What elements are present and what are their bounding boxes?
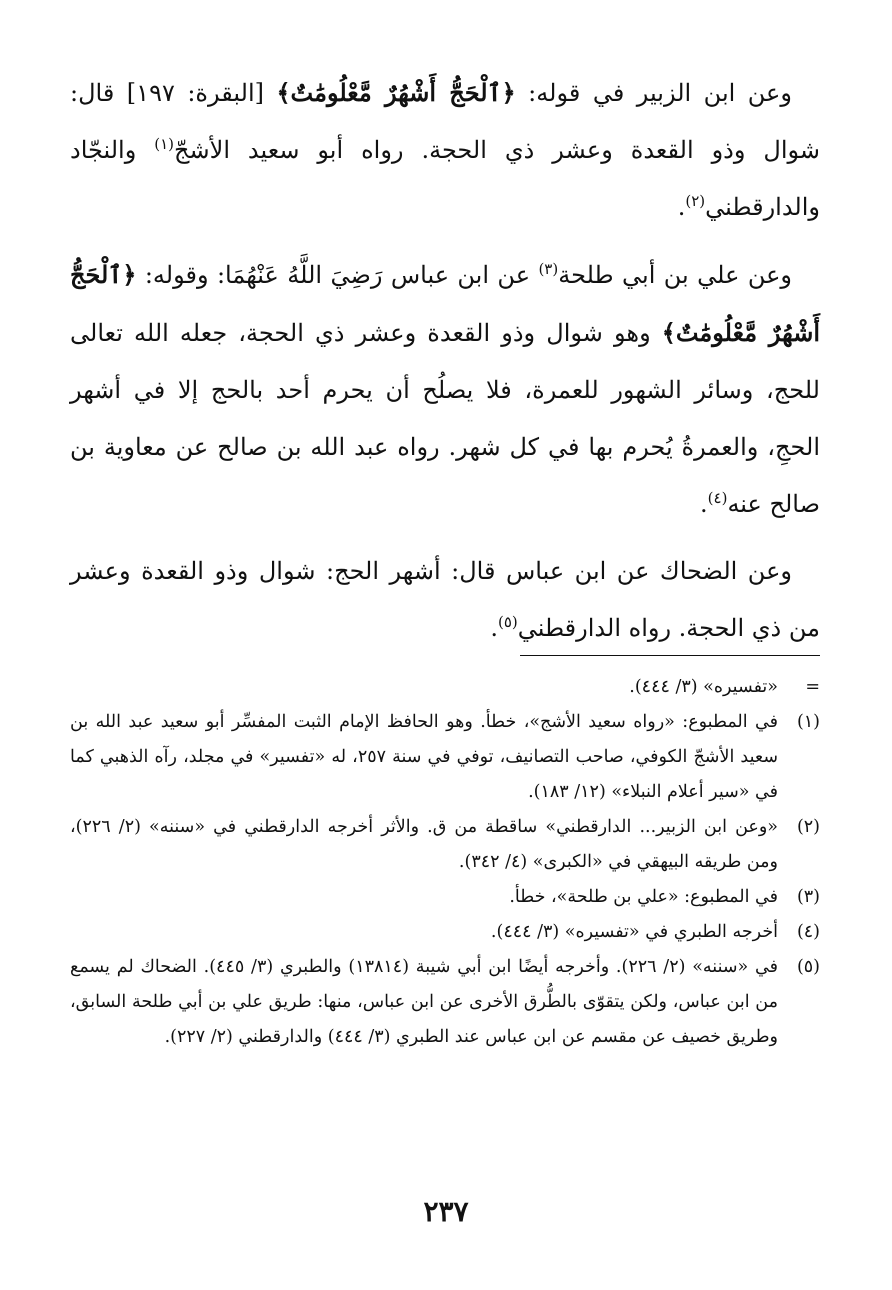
footnote-item — [70, 915, 820, 950]
footnote-number: (٥) — [796, 957, 820, 977]
footnote-item — [70, 950, 820, 1055]
main-text — [70, 64, 820, 657]
paragraph-ali-ibn-abi-talha — [70, 246, 820, 533]
footnote-number: (٢) — [796, 817, 820, 837]
footnote-item — [70, 705, 820, 810]
paragraph-text: والنجّاد والدارقطني — [70, 136, 820, 221]
footnote-ref[interactable]: (٣) — [538, 260, 559, 278]
footnote-divider — [520, 655, 820, 656]
paragraph-text: وعن علي بن أبي طلحة — [558, 261, 792, 289]
footnotes — [70, 670, 820, 1055]
page-number: ٢٣٧ — [423, 1195, 469, 1228]
footnote-item — [70, 810, 820, 880]
footnote-ref[interactable]: (١) — [154, 135, 175, 153]
quran-verse: ﴿ٱلْحَجُّ أَشْهُرٌ مَّعْلُومَٰتٌ﴾ — [276, 78, 516, 107]
paragraph-dahhak — [70, 543, 820, 657]
paragraph-text: وعن ابن الزبير في قوله: — [515, 79, 792, 107]
footnote-number: (١) — [796, 712, 820, 732]
paragraph-text: [البقرة: ١٩٧] قال: شوال وذو القعدة وعشر ذي الحجة. رواه أبو سعيد الأشجّ — [70, 79, 820, 164]
paragraph-text: وعن الضحاك عن ابن عباس قال: أشهر الحج: شوال وذو القعدة وعشر من ذي الحجة. رواه الدارقطني — [70, 557, 820, 642]
paragraph-text: . — [700, 490, 708, 518]
footnote-text: «وعن ابن الزبير... الدارقطني» ساقطة من ق. والأثر أخرجه الدارقطني في «سننه» (٢/ ٢٢٦)، ومن طريقه البيهقي في «الكبرى» (٤/ ٣٤٢). — [70, 817, 778, 872]
footnote-item — [70, 670, 820, 705]
footnote-number: (٤) — [796, 922, 820, 942]
paragraph-ibn-zubayr — [70, 64, 820, 236]
footnote-ref[interactable]: (٢) — [685, 192, 706, 210]
footnote-item — [70, 880, 820, 915]
footnote-text: «تفسيره» (٣/ ٤٤٤). — [629, 677, 778, 697]
footnote-text: في «سننه» (٢/ ٢٢٦). وأخرجه أيضًا ابن أبي شيبة (١٣٨١٤) والطبري (٣/ ٤٤٥). الضحاك لم يسمع من ابن عباس، ولكن يتقوّى بالطُّرق الأخرى عن ابن عباس، منها: طريق علي بن أبي طلحة السابق، وطريق خصيف عن مقسم عن ابن عباس عند الطبري (٣/ ٤٤٤) والدارقطني (٢/ ٢٢٧). — [70, 957, 778, 1047]
footnote-text: في المطبوع: «رواه سعيد الأشج»، خطأ. وهو الحافظ الإمام الثبت المفسِّر أبو سعيد عبد الله بن سعيد الأشجّ الكوفي، صاحب التصانيف، توفي في سنة ٢٥٧، له «تفسير» في مجلد، رآه الذهبي كما في «سير أعلام النبلاء» (١٢/ ١٨٣). — [70, 712, 778, 802]
paragraph-text: . — [490, 614, 498, 642]
footnote-text: في المطبوع: «علي بن طلحة»، خطأ. — [509, 887, 778, 907]
footnote-text: أخرجه الطبري في «تفسيره» (٣/ ٤٤٤). — [490, 922, 778, 942]
paragraph-text: . — [677, 193, 686, 221]
footnote-ref[interactable]: (٤) — [707, 489, 728, 507]
paragraph-text: وهو شوال وذو القعدة وعشر ذي الحجة، جعله الله تعالى للحج، وسائر الشهور للعمرة، فلا يصلُح أن يحرم أحد بالحج إلا في أشهر الحجِ، والعمرةُ يُحرم بها في كل شهر. رواه عبد الله بن صالح عن معاوية بن صالح عنه — [70, 319, 820, 518]
quran-verse: ﴿ٱلْحَجُّ أَشْهُرٌ مَّعْلُومَٰتٌ﴾ — [70, 260, 820, 347]
footnote-number: = — [805, 677, 820, 697]
paragraph-text: عن ابن عباس رَضِيَ اللَّهُ عَنْهُمَا: وقوله: — [136, 261, 539, 289]
footnote-ref[interactable]: (٥) — [497, 613, 518, 631]
footnote-number: (٣) — [796, 887, 820, 907]
